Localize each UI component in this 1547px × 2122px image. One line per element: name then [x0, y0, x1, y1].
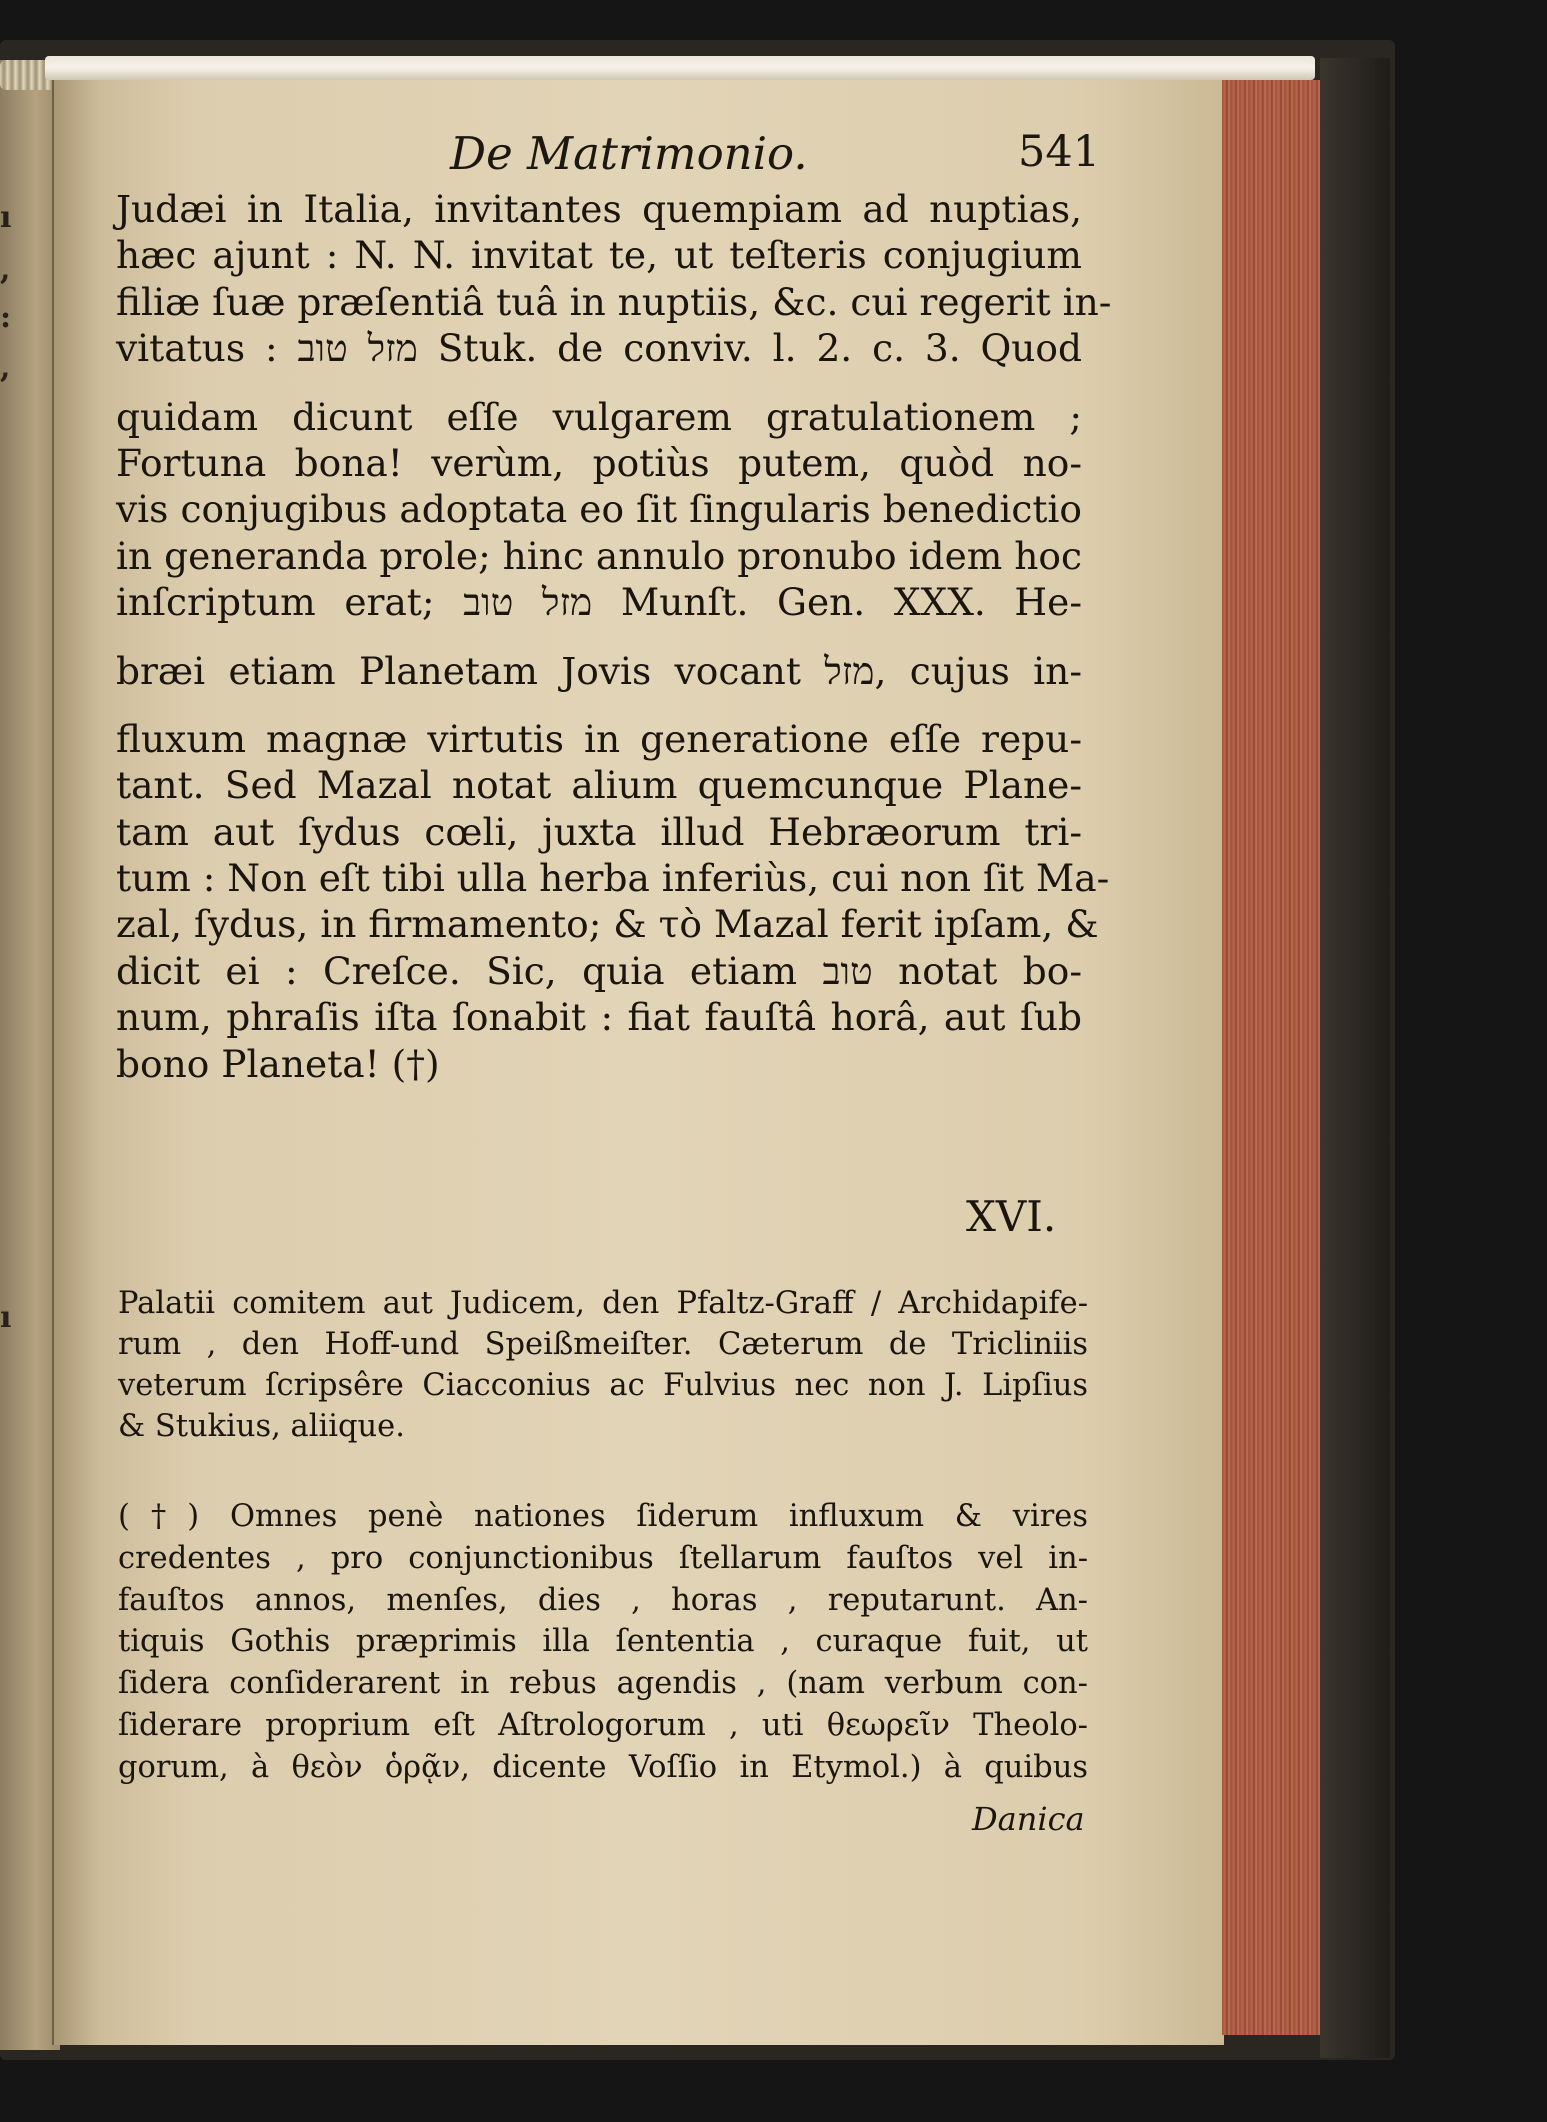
text-line: zal, ſydus, in firmamento; & τὸ Mazal ferit ipſam, &: [116, 902, 1099, 947]
margin-mark: ı: [0, 200, 12, 235]
main-text: [116, 186, 1112, 1087]
footnote-catchword: Danica: [972, 1800, 1085, 1838]
footnote-line: credentes , pro conjunctionibus ſtellarum fauſtos vel in-: [118, 1540, 1088, 1576]
footnote-line: rum , den Hoff-und Speißmeiſter. Cæterum de Tricliniis: [118, 1327, 1088, 1362]
footnote-line: Palatii comitem aut Judicem, den Pfaltz-Graff / Archidapife-: [118, 1286, 1088, 1321]
page-edges-red: [1222, 80, 1322, 2035]
text-line: quidam dicunt eſſe vulgarem gratulationem ;: [116, 394, 1082, 439]
margin-mark: ı: [0, 1300, 12, 1335]
footnote-star: [118, 1283, 1088, 1447]
text-line: in generanda prole; hinc annulo pronubo idem hoc: [116, 533, 1082, 578]
running-head: [0, 127, 1547, 180]
footnote-line: & Stukius, aliique.: [118, 1409, 405, 1444]
text-line: Fortuna bona! verùm, potiùs putem, quòd no-: [116, 440, 1082, 485]
footnote-line: fauſtos annos, menſes, dies , horas , reputarunt. An-: [118, 1582, 1088, 1618]
text-line: num, phraſis iſta ſonabit : fiat fauſtâ horâ, aut ſub: [116, 995, 1082, 1040]
text-line: vis conjugibus adoptata eo ſit ſingularis benedictio: [116, 487, 1082, 532]
text-line: tant. Sed Mazal notat alium quemcunque Plane-: [116, 763, 1082, 808]
page-number: 541: [1018, 127, 1101, 177]
footnote-line: gorum, à θεὸν ὁρᾷν, dicente Voſſio in Etymol.) à quibus: [118, 1749, 1088, 1785]
margin-mark: :: [0, 300, 12, 335]
text-line: bræi etiam Planetam Jovis vocant מזל, cujus in-: [116, 648, 1082, 693]
footnote-line: veterum ſcripsêre Ciacconius ac Fulvius nec non J. Lipſius: [118, 1368, 1088, 1403]
footnote-line: tiquis Gothis præprimis illa ſententia , curaque fuit, ut: [118, 1624, 1088, 1660]
text-line: dicit ei : Creſce. Sic, quia etiam טוב notat bo-: [116, 948, 1082, 993]
text-line: bono Planeta! (†): [116, 1041, 440, 1086]
headband: [45, 56, 1315, 80]
text-line: fluxum magnæ virtutis in generatione eſſe repu-: [116, 716, 1082, 761]
footnote-dagger: [118, 1496, 1088, 1789]
text-line: tam aut ſydus cœli, juxta illud Hebræorum tri-: [116, 809, 1082, 854]
footnote-line: ſiderare proprium eſt Aſtrologorum , uti θεωρεῖν Theolo-: [118, 1707, 1088, 1743]
catchword: XVI.: [966, 1192, 1057, 1241]
running-head-title: De Matrimonio.: [450, 127, 808, 180]
text-line: hæc ajunt : N. N. invitat te, ut teſteris conjugium: [116, 233, 1082, 278]
margin-mark: ,: [0, 350, 11, 385]
text-line: tum : Non eſt tibi ulla herba inferiùs, cui non ſit Ma-: [116, 856, 1110, 901]
footnote-line: (†) Omnes penè nationes ſiderum influxum & vires: [118, 1499, 1088, 1534]
text-line: filiæ ſuæ præſentiâ tuâ in nuptiis, &c. cui regerit in-: [116, 279, 1112, 324]
footnote-line: ſidera conſiderarent in rebus agendis , (nam verbum con-: [118, 1666, 1088, 1702]
text-line: inſcriptum erat; מזל טוב Munſt. Gen. XXX. He-: [116, 580, 1082, 625]
margin-mark: ,: [0, 252, 11, 287]
back-board: [1320, 58, 1390, 2058]
text-line: vitatus : מזל טוב Stuk. de conviv. l. 2. c. 3. Quod: [116, 326, 1083, 371]
text-line: Judæi in Italia, invitantes quempiam ad nuptias,: [116, 187, 1082, 231]
